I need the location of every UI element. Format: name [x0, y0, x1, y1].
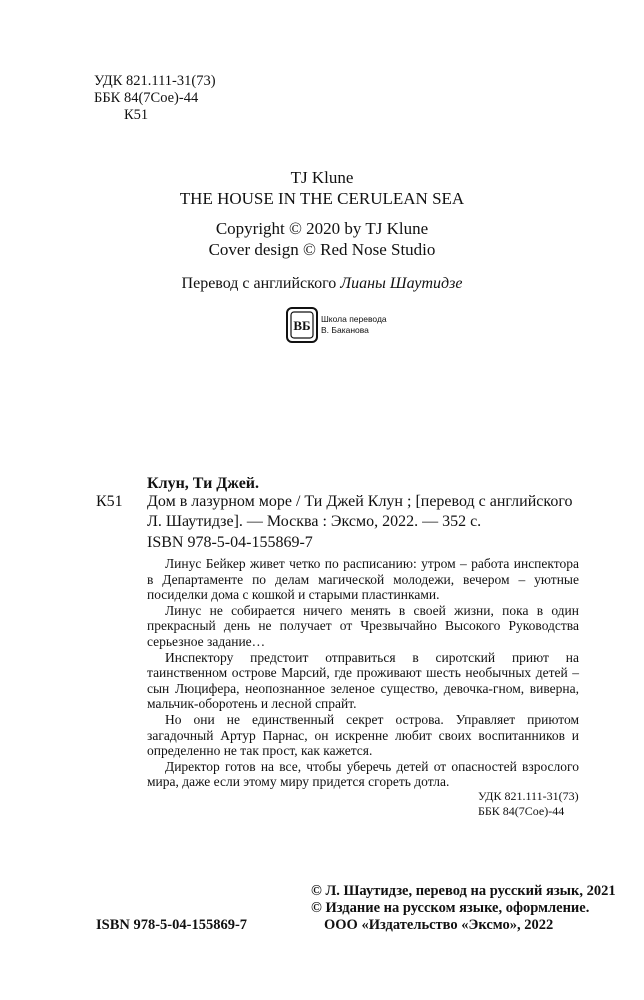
udk-right-block	[478, 789, 579, 819]
original-edition	[0, 167, 644, 209]
biblio-code: К51	[96, 493, 123, 510]
translator-name: Лианы Шаутидзе	[340, 275, 463, 292]
annotation-paragraph: Линус Бейкер живет четко по расписанию: утром – работа инспектора в Департаменте по делам магической молодежи, вечером – уютные посиделки дома с кошкой и старыми пластинками.	[147, 556, 579, 603]
isbn-main: ISBN 978-5-04-155869-7	[147, 534, 313, 551]
rights-edition: © Издание на русском языке, оформление.	[311, 900, 590, 916]
udk-right-bbk: ББК 84(7Сое)-44	[478, 804, 565, 818]
annotation-paragraph: Инспектору предстоит отправиться в сиротский приют на таинственном острове Марсий, где проживают шесть необычных детей – сын Люцифера, неопознанное зеленое существо, девочка-гном, виверна, мальчик-оборотень и лесной спрайт.	[147, 649, 579, 712]
translation-line	[0, 274, 644, 294]
copyright-line: Copyright © 2020 by TJ Klune	[215, 219, 429, 238]
udk-right-udk: УДК 821.111-31(73)	[478, 789, 579, 803]
annotation-paragraph: Но они не единственный секрет острова. Управляет приютом загадочный Артур Парнас, он искренне любит своих воспитанников и определенно не так прост, как кажется.	[147, 711, 579, 759]
biblio-description: Дом в лазурном море / Ти Джей Клун ; [перевод с английского Л. Шаутидзе]. — Москва : Эксмо, 2022. — 352 с.	[147, 493, 573, 530]
rights-block	[311, 883, 616, 934]
annotation-paragraph: Директор готов на все, чтобы уберечь детей от опасностей взрослого мира, даже если этому миру придется сгореть дотла.	[147, 758, 579, 790]
udk-block	[94, 73, 216, 124]
logo-line-2: В. Баканова	[321, 325, 369, 335]
bbk-code: ББК 84(7Сое)-44	[94, 90, 199, 106]
svg-text:ВБ: ВБ	[293, 318, 311, 333]
logo-text	[321, 314, 387, 336]
udk-code: УДК 821.111-31(73)	[94, 73, 216, 89]
biblio-author: Клун, Ти Джей.	[147, 475, 260, 492]
publisher-logo	[286, 307, 387, 343]
annotation	[147, 556, 579, 790]
logo-line-1: Школа перевода	[321, 314, 387, 324]
original-author: TJ Klune	[290, 168, 354, 187]
rights-translation: © Л. Шаутидзе, перевод на русский язык, 2021	[311, 883, 616, 899]
school-logo-icon	[286, 307, 318, 343]
annotation-paragraph: Линус не собирается ничего менять в своей жизни, пока в один прекрасный день не получает от Чрезвычайно Высокого Руководства серьезное задание…	[147, 602, 579, 649]
author-sign: К51	[124, 107, 149, 123]
copyright-block	[0, 218, 644, 260]
cover-design-line: Cover design © Red Nose Studio	[208, 240, 436, 259]
original-title: THE HOUSE IN THE CERULEAN SEA	[179, 189, 465, 208]
translation-prefix: Перевод с английского	[181, 275, 337, 292]
isbn-bottom: ISBN 978-5-04-155869-7	[96, 917, 248, 933]
rights-publisher: ООО «Издательство «Эксмо», 2022	[324, 917, 554, 933]
